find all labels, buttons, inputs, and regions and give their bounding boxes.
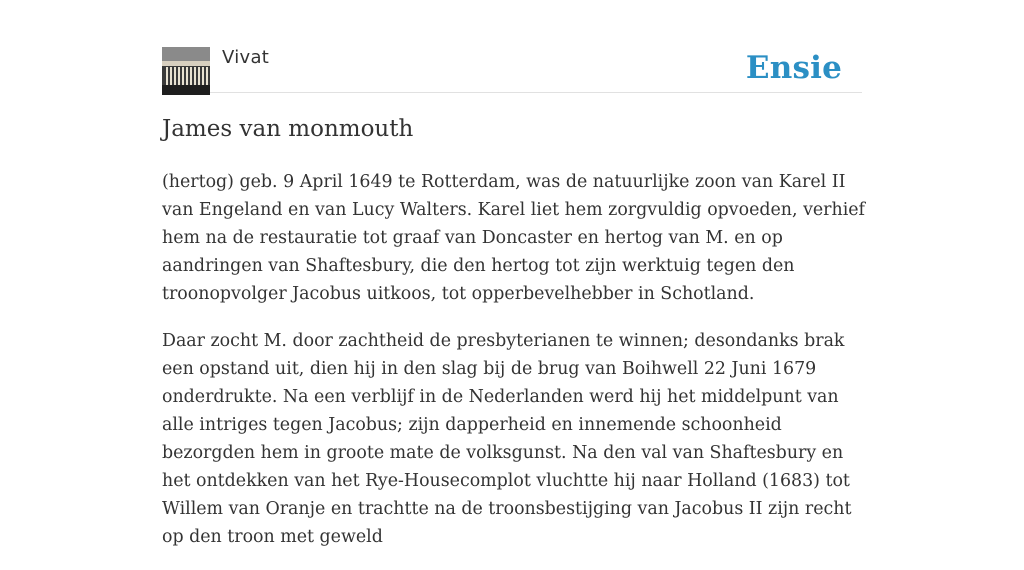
ensie-logo[interactable]: Ensie <box>745 50 842 86</box>
article-paragraph: Daar zocht M. door zachtheid de presbyterianen te winnen; desondanks brak een opstand uit, dien hij in den slag bij de brug van Boihwell 22 Juni 1679 onderdrukte. Na een verblijf in de Nederlanden werd hij het middelpunt van alle intriges tegen Jacobus; zijn dapperheid en innemende schoonheid bezorgden hem in groote mate de volksgunst. Na den val van Shaftesbury en het ontdekken van het Rye-Housecomplot vluchtte hij naar Holland (1683) tot Willem van Oranje en trachtte na de troonsbestijging van Jacobus II zijn recht op den troon met geweld <box>162 331 852 547</box>
author-avatar[interactable] <box>162 47 210 95</box>
author-name[interactable]: Vivat <box>222 47 270 68</box>
article-body <box>162 168 872 570</box>
avatar-image <box>162 47 210 95</box>
header <box>162 46 862 93</box>
article-paragraph: (hertog) geb. 9 April 1649 te Rotterdam, was de natuurlijke zoon van Karel II van Engeland en van Lucy Walters. Karel liet hem zorgvuldig opvoeden, verhief hem na de restauratie tot graaf van Doncaster en hertog van M. en op aandringen van Shaftesbury, die den hertog tot zijn werktuig tegen den troonopvolger Jacobus uitkoos, tot opperbevelhebber in Schotland. <box>162 172 865 304</box>
article-title: James van monmouth <box>162 116 414 142</box>
